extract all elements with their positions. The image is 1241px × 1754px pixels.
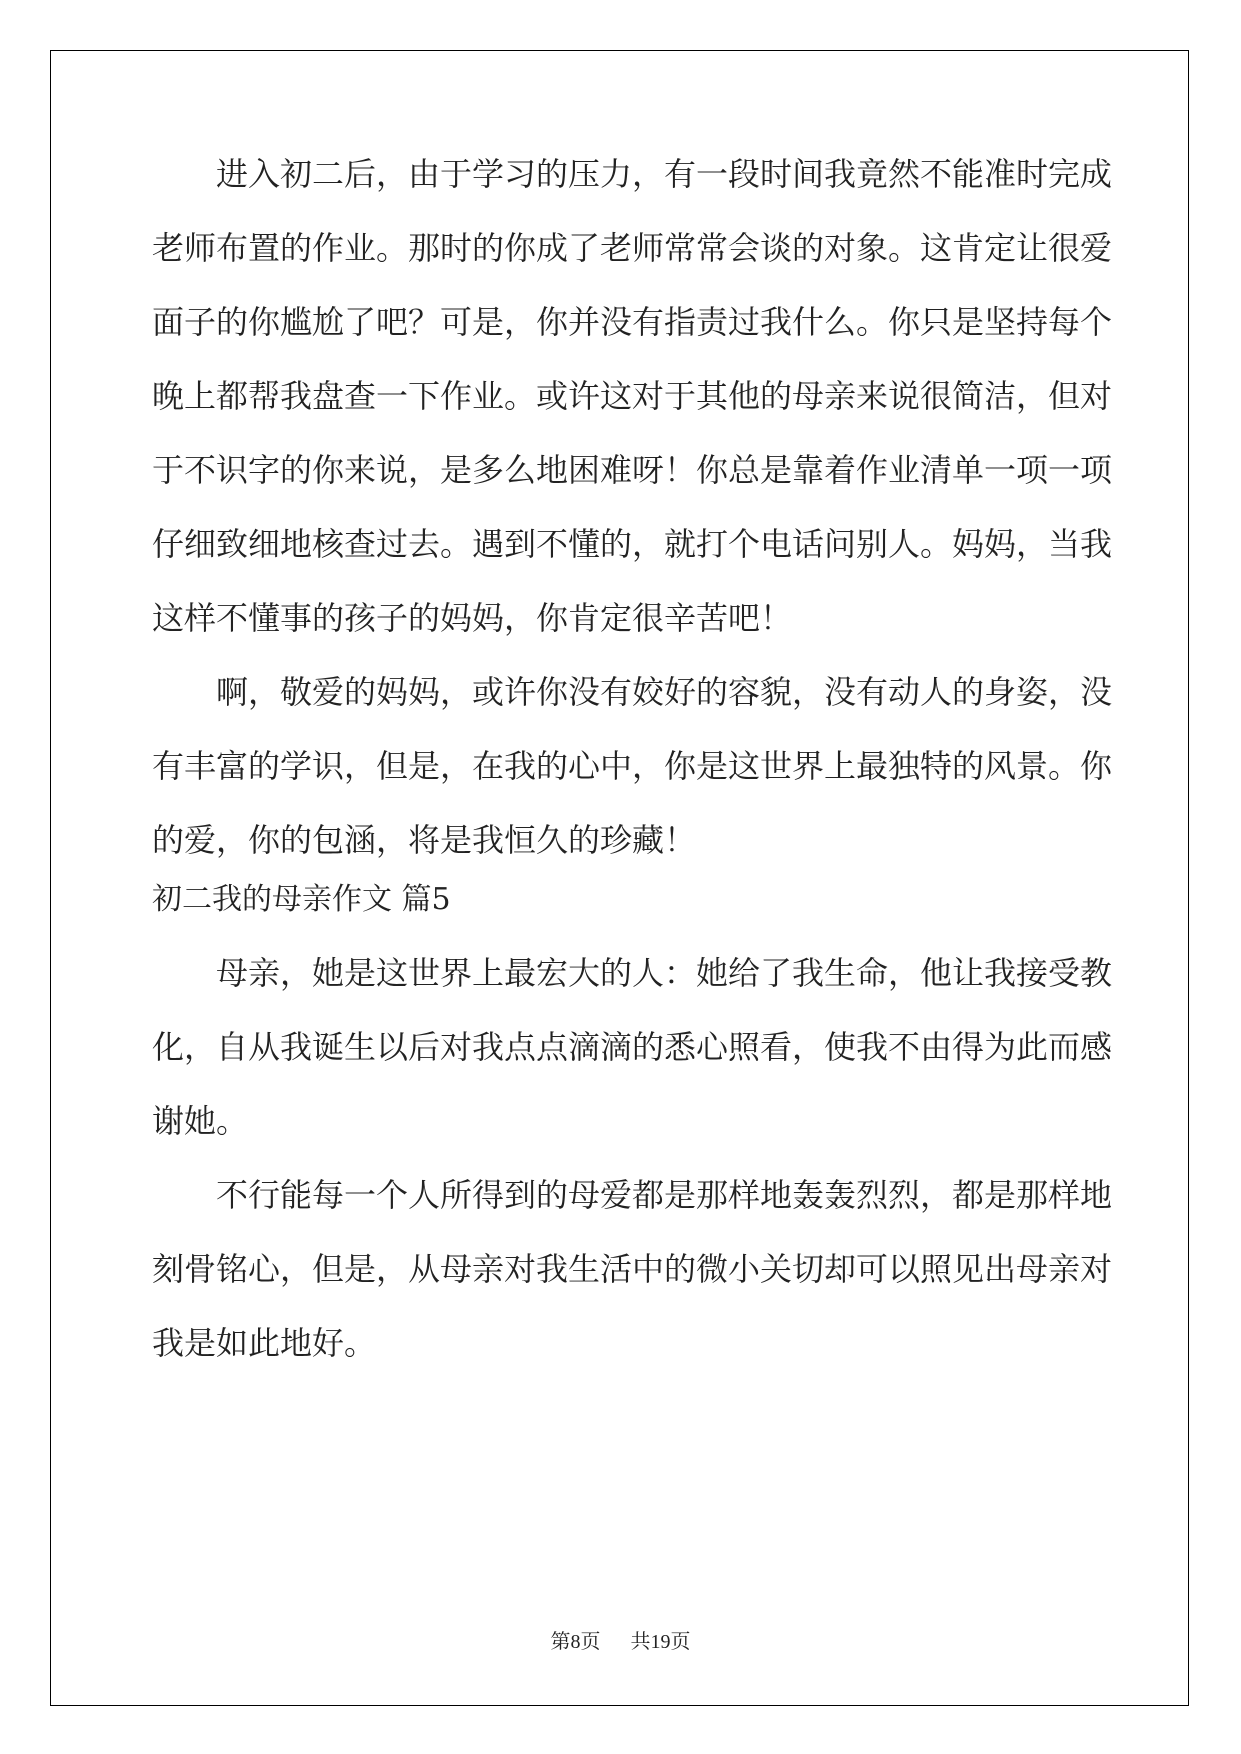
section-heading: 初二我的母亲作文 篇5 — [152, 882, 451, 917]
paragraph-line: 这样不懂事的孩子的妈妈，你肯定很辛苦吧！ — [152, 599, 793, 637]
paragraph-line: 晚上都帮我盘查一下作业。或许这对于其他的母亲来说很简洁，但对 — [152, 377, 1113, 415]
paragraph-line: 老师布置的作业。那时的你成了老师常常会谈的对象。这肯定让很爱 — [152, 229, 1113, 267]
paragraph-line: 不行能每一个人所得到的母爱都是那样地轰轰烈烈，都是那样地 — [152, 1176, 1113, 1214]
paragraph-line: 母亲，她是这世界上最宏大的人：她给了我生命，他让我接受教 — [152, 954, 1113, 992]
page-number: 第8页 — [550, 1631, 601, 1653]
paragraph-line: 谢她。 — [152, 1102, 249, 1140]
paragraph-line: 刻骨铭心，但是，从母亲对我生活中的微小关切却可以照见出母亲对 — [152, 1250, 1113, 1288]
paragraph-line: 啊，敬爱的妈妈，或许你没有姣好的容貌，没有动人的身姿，没 — [152, 673, 1113, 711]
paragraph-line: 有丰富的学识，但是，在我的心中，你是这世界上最独特的风景。你 — [152, 747, 1113, 785]
paragraph-line: 进入初二后，由于学习的压力，有一段时间我竟然不能准时完成 — [152, 155, 1113, 193]
total-pages: 共19页 — [630, 1631, 691, 1653]
paragraph-line: 面子的你尴尬了吧？可是，你并没有指责过我什么。你只是坚持每个 — [152, 303, 1113, 341]
paragraph-line: 仔细致细地核查过去。遇到不懂的，就打个电话问别人。妈妈，当我 — [152, 525, 1113, 563]
page-footer — [0, 1625, 1241, 1654]
paragraph-line: 于不识字的你来说，是多么地困难呀！你总是靠着作业清单一项一项 — [152, 451, 1113, 489]
paragraph-line: 的爱，你的包涵，将是我恒久的珍藏！ — [152, 821, 697, 859]
paragraph-line: 我是如此地好。 — [152, 1324, 377, 1362]
paragraph-line: 化，自从我诞生以后对我点点滴滴的悉心照看，使我不由得为此而感 — [152, 1028, 1113, 1066]
page-border — [50, 50, 1189, 1706]
